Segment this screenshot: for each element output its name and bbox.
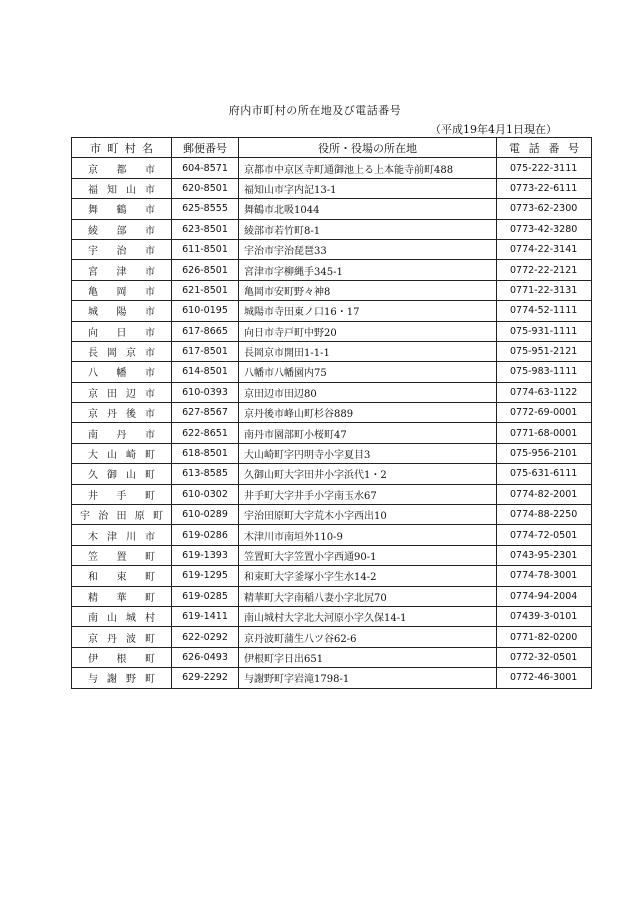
header-name: 市町村名	[72, 138, 172, 158]
document-title: 府内市町村の所在地及び電話番号	[228, 104, 402, 117]
table-body	[72, 158, 592, 688]
office-address: 南丹市園部町小桜町47	[239, 423, 497, 443]
office-address: 福知山市字内記13-1	[239, 178, 497, 198]
table-row	[72, 280, 592, 300]
table-row	[72, 525, 592, 545]
table-row	[72, 260, 592, 280]
phone-number: 0774-78-3001	[497, 566, 592, 586]
postal-code: 626-0493	[172, 647, 239, 667]
phone-number: 0772-46-3001	[497, 668, 592, 688]
table-row	[72, 199, 592, 219]
office-address: 京都市中京区寺町通御池上る上本能寺前町488	[239, 158, 497, 178]
postal-code: 610-0289	[172, 505, 239, 525]
header-tel: 電話番号	[497, 138, 592, 158]
municipality-name: 伊根町	[72, 647, 172, 667]
table-row	[72, 606, 592, 626]
office-address: 宮津市字柳縄手345-1	[239, 260, 497, 280]
table-row	[72, 647, 592, 667]
postal-code: 613-8585	[172, 464, 239, 484]
office-address: 綾部市若竹町8-1	[239, 219, 497, 239]
table-row	[72, 484, 592, 504]
municipality-name: 長岡京市	[72, 341, 172, 361]
municipality-name: 舞鶴市	[72, 199, 172, 219]
office-address: 京田辺市田辺80	[239, 382, 497, 402]
table-row	[72, 239, 592, 259]
municipality-name: 宇治市	[72, 239, 172, 259]
municipality-name: 京丹波町	[72, 627, 172, 647]
postal-code: 619-0285	[172, 586, 239, 606]
postal-code: 619-1411	[172, 606, 239, 626]
postal-code: 620-8501	[172, 178, 239, 198]
postal-code: 617-8501	[172, 341, 239, 361]
table-row	[72, 301, 592, 321]
phone-number: 0774-22-3141	[497, 239, 592, 259]
phone-number: 075-956-2101	[497, 443, 592, 463]
postal-code: 625-8555	[172, 199, 239, 219]
municipality-name: 井手町	[72, 484, 172, 504]
phone-number: 075-983-1111	[497, 362, 592, 382]
table-row	[72, 219, 592, 239]
postal-code: 622-0292	[172, 627, 239, 647]
municipality-name: 宇治田原町	[72, 505, 172, 525]
table-row	[72, 403, 592, 423]
municipality-name: 向日市	[72, 321, 172, 341]
office-address: 亀岡市安町野々神8	[239, 280, 497, 300]
phone-number: 0774-88-2250	[497, 505, 592, 525]
municipality-name: 京丹後市	[72, 403, 172, 423]
table-row	[72, 423, 592, 443]
phone-number: 0774-82-2001	[497, 484, 592, 504]
office-address: 宇治市宇治琵琶33	[239, 239, 497, 259]
phone-number: 0773-62-2300	[497, 199, 592, 219]
office-address: 京丹波町蒲生八ツ谷62-6	[239, 627, 497, 647]
table-row	[72, 382, 592, 402]
municipality-name: 木津川市	[72, 525, 172, 545]
phone-number: 0774-72-0501	[497, 525, 592, 545]
phone-number: 0773-42-3280	[497, 219, 592, 239]
postal-code: 619-1393	[172, 545, 239, 565]
phone-number: 075-951-2121	[497, 341, 592, 361]
office-address: 八幡市八幡園内75	[239, 362, 497, 382]
municipality-name: 綾部市	[72, 219, 172, 239]
municipality-name: 京都市	[72, 158, 172, 178]
table-row	[72, 586, 592, 606]
header-address: 役所・役場の所在地	[239, 138, 497, 158]
table-header-row	[72, 138, 592, 158]
municipality-name: 南丹市	[72, 423, 172, 443]
office-address: 宇治田原町大字荒木小字西出10	[239, 505, 497, 525]
phone-number: 0773-22-6111	[497, 178, 592, 198]
office-address: 木津川市南垣外110-9	[239, 525, 497, 545]
office-address: 久御山町大字田井小字浜代1・2	[239, 464, 497, 484]
phone-number: 075-222-3111	[497, 158, 592, 178]
date-note: （平成19年4月1日現在）	[430, 123, 557, 136]
table-row	[72, 668, 592, 688]
phone-number: 0771-82-0200	[497, 627, 592, 647]
table-row	[72, 566, 592, 586]
table-row	[72, 341, 592, 361]
postal-code: 629-2292	[172, 668, 239, 688]
office-address: 井手町大字井手小字南玉水67	[239, 484, 497, 504]
postal-code: 604-8571	[172, 158, 239, 178]
office-address: 向日市寺戸町中野20	[239, 321, 497, 341]
phone-number: 07439-3-0101	[497, 606, 592, 626]
table-row	[72, 464, 592, 484]
municipality-name: 京田辺市	[72, 382, 172, 402]
phone-number: 0774-52-1111	[497, 301, 592, 321]
table-row	[72, 627, 592, 647]
municipality-name: 城陽市	[72, 301, 172, 321]
table-row	[72, 362, 592, 382]
postal-code: 622-8651	[172, 423, 239, 443]
phone-number: 0771-22-3131	[497, 280, 592, 300]
postal-code: 610-0302	[172, 484, 239, 504]
municipality-name: 精華町	[72, 586, 172, 606]
office-address: 舞鶴市北吸1044	[239, 199, 497, 219]
table-row	[72, 505, 592, 525]
municipality-name: 宮津市	[72, 260, 172, 280]
phone-number: 0774-63-1122	[497, 382, 592, 402]
office-address: 伊根町字日出651	[239, 647, 497, 667]
postal-code: 621-8501	[172, 280, 239, 300]
municipality-name: 与謝野町	[72, 668, 172, 688]
phone-number: 0772-69-0001	[497, 403, 592, 423]
table-row	[72, 321, 592, 341]
municipality-name: 八幡市	[72, 362, 172, 382]
phone-number: 075-631-6111	[497, 464, 592, 484]
phone-number: 075-931-1111	[497, 321, 592, 341]
municipality-name: 和束町	[72, 566, 172, 586]
office-address: 南山城村大字北大河原小字久保14-1	[239, 606, 497, 626]
municipality-name: 福知山市	[72, 178, 172, 198]
office-address: 京丹後市峰山町杉谷889	[239, 403, 497, 423]
table-row	[72, 443, 592, 463]
phone-number: 0772-22-2121	[497, 260, 592, 280]
office-address: 精華町大字南稲八妻小字北尻70	[239, 586, 497, 606]
municipality-name: 笠置町	[72, 545, 172, 565]
postal-code: 614-8501	[172, 362, 239, 382]
municipality-name: 久御山町	[72, 464, 172, 484]
office-address: 大山崎町字円明寺小字夏目3	[239, 443, 497, 463]
municipality-table	[71, 137, 592, 689]
postal-code: 611-8501	[172, 239, 239, 259]
office-address: 笠置町大字笠置小字西通90-1	[239, 545, 497, 565]
postal-code: 617-8665	[172, 321, 239, 341]
phone-number: 0743-95-2301	[497, 545, 592, 565]
phone-number: 0771-68-0001	[497, 423, 592, 443]
header-zip: 郵便番号	[172, 138, 239, 158]
office-address: 城陽市寺田東ノ口16・17	[239, 301, 497, 321]
postal-code: 627-8567	[172, 403, 239, 423]
postal-code: 610-0393	[172, 382, 239, 402]
postal-code: 619-1295	[172, 566, 239, 586]
municipality-name: 亀岡市	[72, 280, 172, 300]
postal-code: 623-8501	[172, 219, 239, 239]
office-address: 長岡京市開田1-1-1	[239, 341, 497, 361]
postal-code: 610-0195	[172, 301, 239, 321]
postal-code: 619-0286	[172, 525, 239, 545]
table-row	[72, 178, 592, 198]
phone-number: 0774-94-2004	[497, 586, 592, 606]
office-address: 和束町大字釜塚小字生水14-2	[239, 566, 497, 586]
office-address: 与謝野町字岩滝1798-1	[239, 668, 497, 688]
municipality-name: 南山城村	[72, 606, 172, 626]
municipality-name: 大山崎町	[72, 443, 172, 463]
phone-number: 0772-32-0501	[497, 647, 592, 667]
postal-code: 626-8501	[172, 260, 239, 280]
table-row	[72, 158, 592, 178]
table-row	[72, 545, 592, 565]
postal-code: 618-8501	[172, 443, 239, 463]
